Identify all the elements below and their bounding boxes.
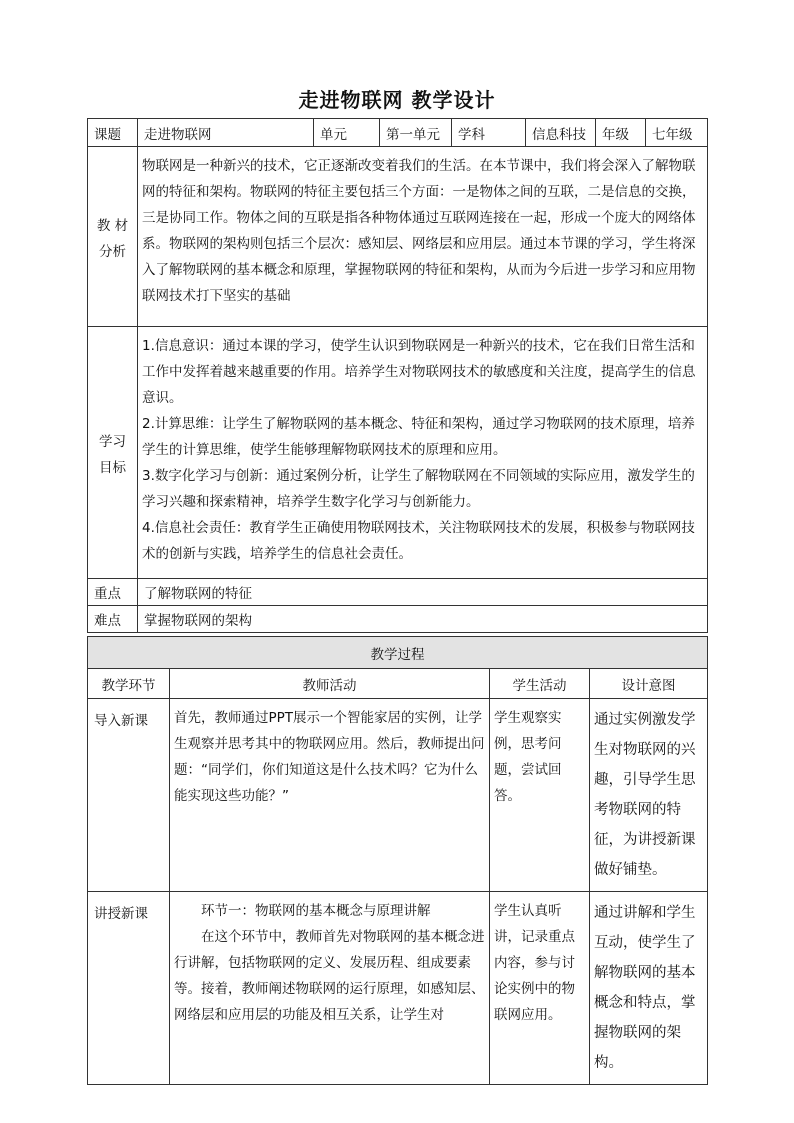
process-title: 教学过程 bbox=[88, 637, 708, 669]
difficulty-value: 掌握物联网的架构 bbox=[138, 606, 708, 633]
header-student: 学生活动 bbox=[490, 669, 590, 699]
process-row-intro bbox=[88, 699, 708, 892]
process-row-new bbox=[88, 892, 708, 1085]
key-point-label: 重点 bbox=[88, 579, 138, 606]
material-label-line1: 教 材 bbox=[96, 217, 129, 234]
difficulty-label: 难点 bbox=[88, 606, 138, 633]
key-point-row bbox=[88, 579, 708, 606]
difficulty-row bbox=[88, 606, 708, 633]
material-text bbox=[138, 147, 708, 327]
teacher-cell bbox=[170, 892, 490, 1085]
student-cell: 学生认真听讲，记录重点内容，参与讨论实例中的物联网应用。 bbox=[490, 892, 590, 1085]
grade-value: 七年级 bbox=[646, 119, 708, 147]
unit-value: 第一单元 bbox=[380, 119, 452, 147]
process-title-row bbox=[88, 637, 708, 669]
key-point-value: 了解物联网的特征 bbox=[138, 579, 708, 606]
stage-cell: 导入新课 bbox=[88, 699, 170, 892]
teacher-text: 在这个环节中，教师首先对物联网的基本概念进行讲解，包括物联网的定义、发展历程、组成要素等。接着，教师阐述物联网的运行原理，如感知层、网络层和应用层的功能及相互关系，让学生对 bbox=[174, 929, 485, 1023]
material-label-line2: 分析 bbox=[99, 243, 126, 260]
goal-item: 3.数字化学习与创新：通过案例分析，让学生了解物联网在不同领域的实际应用，激发学生的学习兴趣和探索精神，培养学生数字化学习与创新能力。 bbox=[142, 468, 695, 510]
page-title: 走进物联网 教学设计 bbox=[298, 88, 496, 112]
stage-cell: 讲授新课 bbox=[88, 892, 170, 1085]
goal-item: 4.信息社会责任：教育学生正确使用物联网技术，关注物联网技术的发展，积极参与物联网技术的创新与实践，培养学生的信息社会责任。 bbox=[142, 520, 695, 562]
intent-cell: 通过讲解和学生互动，使学生了解物联网的基本概念和特点，掌握物联网的架构。 bbox=[590, 892, 708, 1085]
header-stage: 教学环节 bbox=[88, 669, 170, 699]
material-label bbox=[88, 147, 138, 327]
course-value: 走进物联网 bbox=[138, 119, 314, 147]
material-paragraph: 物联网是一种新兴的技术，它正逐渐改变着我们的生活。在本节课中，我们将会深入了解物联网的特征和架构。物联网的特征主要包括三个方面：一是物体之间的互联，二是信息的交换，三是协同工作。物体之间的互联是指各种物体通过互联网连接在一起，形成一个庞大的网络体系。物联网的架构则包括三个层次：感知层、网络层和应用层。通过本节课的学习，学生将深入了解物联网的基本概念和原理，掌握物联网的特征和架构，从而为今后进一步学习和应用物联网技术打下坚实的基础 bbox=[142, 158, 696, 304]
unit-label: 单元 bbox=[314, 119, 380, 147]
goals-label bbox=[88, 327, 138, 579]
grade-label: 年级 bbox=[596, 119, 646, 147]
teacher-cell: 首先，教师通过PPT展示一个智能家居的实例，让学生观察并思考其中的物联网应用。然后，教师提出问题：“同学们，你们知道这是什么技术吗？它为什么能实现这些功能？” bbox=[170, 699, 490, 892]
teacher-heading: 环节一：物联网的基本概念与原理讲解 bbox=[201, 903, 431, 919]
intent-cell: 通过实例激发学生对物联网的兴趣，引导学生思考物联网的特征，为讲授新课做好铺垫。 bbox=[590, 699, 708, 892]
material-row bbox=[88, 147, 708, 327]
goals-label-line2: 目标 bbox=[99, 459, 126, 476]
process-table bbox=[87, 636, 708, 1085]
header-teacher: 教师活动 bbox=[170, 669, 490, 699]
subject-label: 学科 bbox=[452, 119, 526, 147]
goals-row bbox=[88, 327, 708, 579]
goal-item: 2.计算思维：让学生了解物联网的基本概念、特征和架构，通过学习物联网的技术原理，培养学生的计算思维，使学生能够理解物联网技术的原理和应用。 bbox=[142, 416, 695, 458]
student-cell: 学生观察实例，思考问题，尝试回答。 bbox=[490, 699, 590, 892]
header-row bbox=[88, 119, 708, 147]
info-table bbox=[87, 118, 708, 633]
goal-item: 1.信息意识：通过本课的学习，使学生认识到物联网是一种新兴的技术，它在我们日常生活和工作中发挥着越来越重要的作用。培养学生对物联网技术的敏感度和关注度，提高学生的信息意识。 bbox=[142, 338, 696, 406]
process-header-row bbox=[88, 669, 708, 699]
goals-text bbox=[138, 327, 708, 579]
subject-value: 信息科技 bbox=[526, 119, 596, 147]
goals-label-line1: 学习 bbox=[99, 433, 126, 450]
course-label: 课题 bbox=[88, 119, 138, 147]
header-intent: 设计意图 bbox=[590, 669, 708, 699]
